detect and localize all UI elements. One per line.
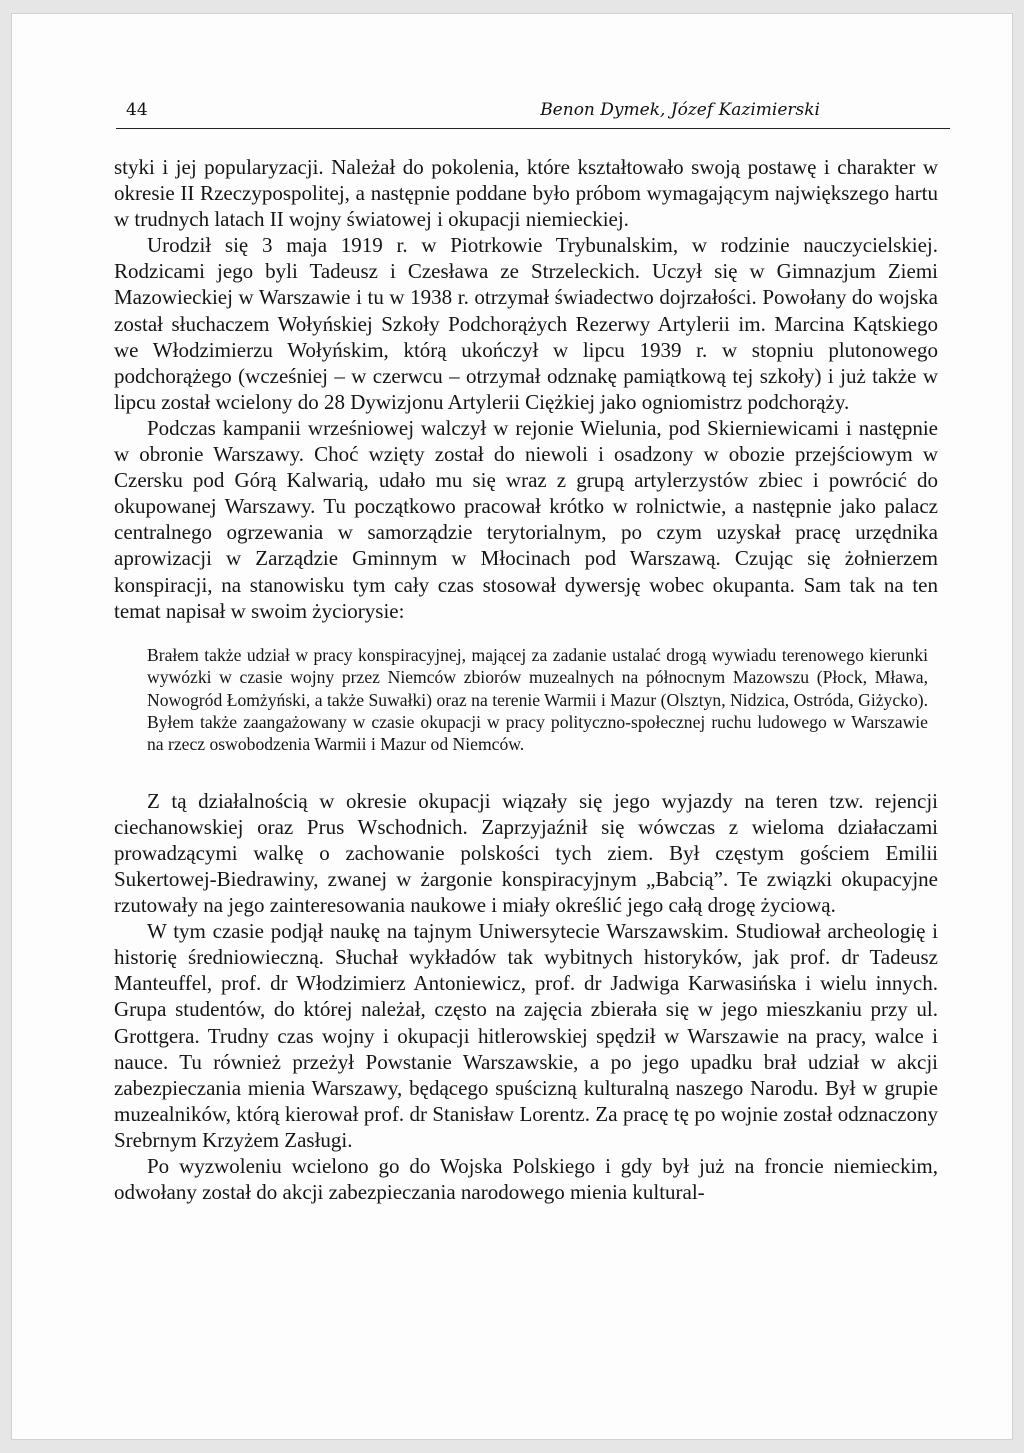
paragraph-5: W tym czasie podjął naukę na tajnym Uniwersytecie Warszawskim. Studiował archeologię i historię średniowieczną. Słuchał wykładów tak wybitnych historyków, jak prof. dr Tadeusz Manteuffel, prof. dr Włodzimierz Antoniewicz, prof. dr Jadwiga Karwasińska i wielu innych. Grupa studentów, do której należał, często na zajęcia zbierała się w jego mieszkaniu przy ul. Grottgera. Trudny czas wojny i okupacji hitlerowskiej spędził w Warszawie na pracy, walce i nauce. Tu również przeżył Powstanie Warszawskie, a po jego upadku brał udział w akcji zabezpieczania mienia Warszawy, będącego spuścizną kulturalną naszego Narodu. Był w grupie muzealników, którą kierował prof. dr Stanisław Lorentz. Za pracę tę po wojnie został odznaczony Srebrnym Krzyżem Zasługi. [114, 919, 938, 1152]
paragraph-6: Po wyzwoleniu wcielono go do Wojska Polskiego i gdy był już na froncie niemieckim, odwołany został do akcji zabezpieczania narodowego mienia kultural- [114, 1154, 938, 1205]
paragraph-4: Z tą działalnością w okresie okupacji wiązały się jego wyjazdy na teren tzw. rejencji ciechanowskiej oraz Prus Wschodnich. Zaprzyjaźnił się wówczas z wieloma działaczami prowadzącymi walkę o zachowanie polskości tych ziem. Był częstym gościem Emilii Sukertowej-Biedrawiny, zwanej w żargonie konspiracyjnym „Babcią”. Te związki okupacyjne rzutowały na jego zainteresowania naukowe i miały określić jego całą drogę życiową. [114, 788, 938, 918]
page-header [116, 88, 950, 129]
block-quote: Brałem także udział w pracy konspiracyjnej, mającej za zadanie ustalać drogą wywiadu terenowego kierunki wywózki w czasie wojny przez Niemców zbiorów muzealnych na północnym Mazowszu (Płock, Mława, Nowogród Łomżyński, a także Suwałki) oraz na terenie Warmii i Mazur (Olsztyn, Nidzica, Ostróda, Giżycko). Byłem także zaangażowany w czasie okupacji w pracy polityczno-społecznej ruchu ludowego w Warszawie na rzecz oswobodzenia Warmii i Mazur od Niemców. [147, 644, 928, 755]
paragraph-3: Podczas kampanii wrześniowej walczył w rejonie Wielunia, pod Skierniewicami i następnie w obronie Warszawy. Choć wzięty został do niewoli i osadzony w obozie przejściowym w Czersku pod Górą Kalwarią, udało mu się wraz z grupą artylerzystów zbiec i powrócić do okupowanej Warszawy. Tu początkowo pracował krótko w rolnictwie, a następnie jako palacz centralnego ogrzewania w samorządzie terytorialnym, po czym uzyskał pracę urzędnika aprowizacji w Zarządzie Gminnym w Młocinach pod Warszawą. Czując się żołnierzem konspiracji, na stanowisku tym cały czas stosował dywersję wobec okupanta. Sam tak na ten temat napisał w swoim życiorysie: [114, 415, 938, 623]
paragraph-2: Urodził się 3 maja 1919 r. w Piotrkowie Trybunalskim, w rodzinie nauczycielskiej. Rodzicami jego byli Tadeusz i Czesława ze Strzeleckich. Uczył się w Gimnazjum Ziemi Mazowieckiej w Warszawie i tu w 1938 r. otrzymał świadectwo dojrzałości. Powołany do wojska został słuchaczem Wołyńskiej Szkoły Podchorążych Rezerwy Artylerii im. Marcina Kątskiego we Włodzimierzu Wołyńskim, którą ukończył w lipcu 1939 r. w stopniu plutonowego podchorążego (wcześniej – w czerwcu – otrzymał odznakę pamiątkową tej szkoły) i już także w lipcu został wcielony do 28 Dywizjonu Artylerii Ciężkiej jako ogniomistrz podchorąży. [114, 233, 938, 414]
body-text [114, 154, 938, 1205]
page-number: 44 [126, 100, 148, 120]
running-head: Benon Dymek, Józef Kazimierski [540, 100, 820, 120]
paragraph-1: styki i jej popularyzacji. Należał do pokolenia, które kształtowało swoją postawę i charakter w okresie II Rzeczypospolitej, a następnie poddane było próbom wymagającym największego hartu w trudnych latach II wojny światowej i okupacji niemieckiej. [114, 155, 938, 232]
